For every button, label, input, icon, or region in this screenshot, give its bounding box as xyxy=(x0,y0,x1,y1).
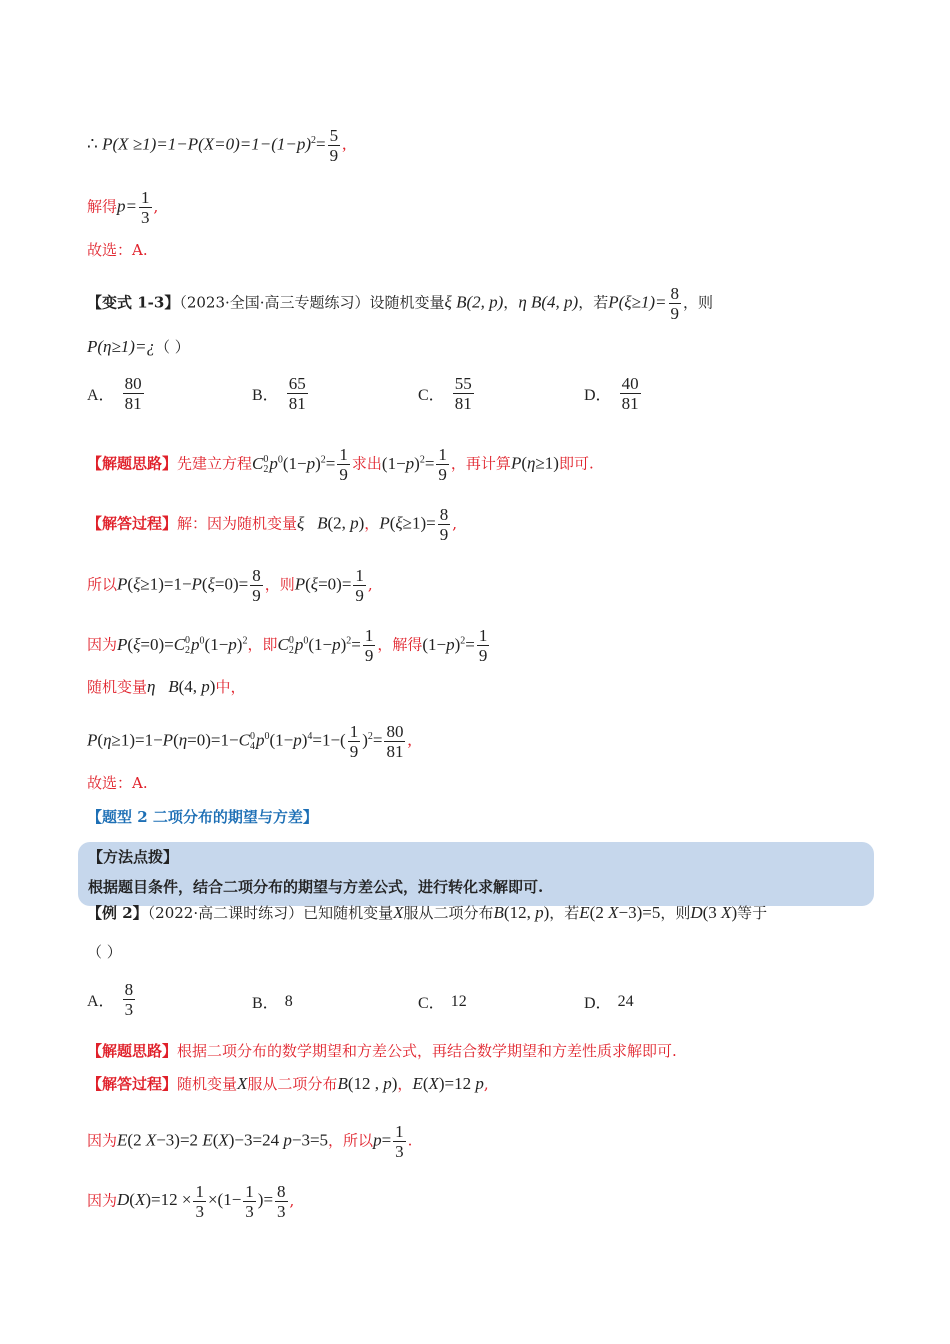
example-process: 【解答过程】随机变量X服从二项分布B(12 , p)，E(X)=12 p, xyxy=(87,1074,489,1093)
example-option-a[interactable]: A． $\frac{8}{3}$ xyxy=(87,980,134,1019)
fraction-5-9: $\frac{5}{9}$ xyxy=(329,126,339,165)
example-option-c[interactable]: C． 12 xyxy=(418,992,467,1012)
solution-line-1: ∴ $P(X \ge 1)=1-P(X=0)=1-(1-p)^2=$ $\frac{5}{9}$ , xyxy=(87,126,347,165)
method-title: 【方法点拨】 xyxy=(88,848,179,866)
fraction-8-9: $\frac{8}{9}$ xyxy=(670,284,680,323)
variant-step-2: 因为P(ξ=0)=C 0 2 $p^0(1-p)^2$，即C 0 2 $p^0(1-p)^2=$ $\frac{1}{9}$ ，解得$(1-p)^2=$ $\frac{1}{9}$ xyxy=(87,626,488,665)
variant-question-cont: P(η≥1)=¿（ ） xyxy=(87,337,190,356)
example-question: 【例 2】（2022·高二课时练习）已知随机变量X服从二项分布B(12, p)，若E(2 X−3)=5，则D(3 X)等于 xyxy=(87,903,768,922)
answer-line: 故选：A. xyxy=(87,241,148,259)
variant-question: 【变式 1-3】（2023·全国·高三专题练习）设随机变量ξ B(2, p)，η B(4, p)，若P(ξ≥1)= $\frac{8}{9}$ ，则 xyxy=(87,284,714,323)
solution-line-2: 解得p= $\frac{1}{3}$ , xyxy=(87,188,159,227)
example-idea: 【解题思路】根据二项分布的数学期望和方差公式，再结合数学期望和方差性质求解即可. xyxy=(87,1042,677,1060)
example-option-d[interactable]: D． 24 xyxy=(584,992,634,1012)
option-a[interactable]: A． $\frac{80}{81}$ xyxy=(87,374,142,413)
example-option-b[interactable]: B． 8 xyxy=(252,992,293,1012)
variant-process: 【解答过程】解：因为随机变量ξ B(2, p)，P(ξ≥1)= $\frac{8}{9}$ , xyxy=(87,505,458,544)
variant-answer: 故选：A. xyxy=(87,774,148,792)
fraction-1-3: $\frac{1}{3}$ xyxy=(141,188,150,227)
option-b[interactable]: B． $\frac{65}{81}$ xyxy=(252,374,306,413)
option-d[interactable]: D． $\frac{40}{81}$ xyxy=(584,374,639,413)
example-paren: （ ） xyxy=(87,943,122,961)
variant-step-3: 随机变量η B(4, p)中， xyxy=(87,677,246,696)
option-c[interactable]: C． $\frac{55}{81}$ xyxy=(418,374,472,413)
variant-step-1: 所以P(ξ≥1)=1−P(ξ=0)= $\frac{8}{9}$ ，则P(ξ=0)= $\frac{1}{9}$ , xyxy=(87,566,373,605)
variant-idea: 【解题思路】先建立方程C 0 2 $p^0(1-p)^2=$ $\frac{1}{9}$ 求出$(1-p)^2=$ $\frac{1}{9}$ ，再计算P(η≥1)即可. xyxy=(87,445,594,484)
section-heading: 【题型 2 二项分布的期望与方差】 xyxy=(87,808,318,826)
method-text: 根据题目条件，结合二项分布的期望与方差公式，进行转化求解即可. xyxy=(88,878,544,896)
method-box xyxy=(78,842,874,906)
example-step-1: 因为E(2 X−3)=2 E(X)−3=24 p−3=5，所以p= $\frac{1}{3}$ . xyxy=(87,1122,413,1161)
example-step-2: 因为D(X)=12 × $\frac{1}{3}$ ×(1− $\frac{1}{3}$ )= $\frac{8}{3}$ , xyxy=(87,1182,295,1221)
variant-step-4: P(η≥1)=1−P(η=0)=1−C 0 4 $p^0(1-p)^4=1-$( $\frac{1}{9}$ )$^2$= $\frac{80}{81}$ , xyxy=(87,722,412,761)
